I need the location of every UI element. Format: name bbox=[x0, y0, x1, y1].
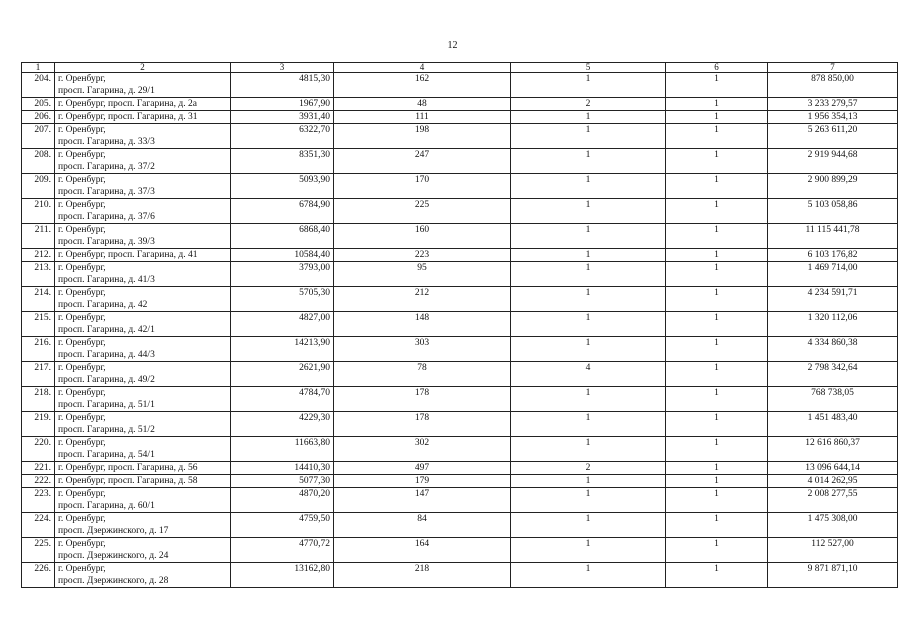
address-line: просп. Гагарина, д. 42/1 bbox=[58, 325, 155, 335]
area-cell: 4770,72 bbox=[231, 538, 334, 563]
column-5-cell: 1 bbox=[511, 563, 666, 588]
column-6-cell: 1 bbox=[666, 224, 768, 249]
address-cell bbox=[55, 475, 231, 488]
row-number-cell: 213. bbox=[22, 262, 55, 287]
address-line: г. Оренбург, просп. Гагарина, д. 58 bbox=[58, 476, 198, 486]
area-cell: 10584,40 bbox=[231, 249, 334, 262]
table-row bbox=[22, 249, 898, 262]
column-5-cell: 1 bbox=[511, 111, 666, 124]
area-cell: 5077,30 bbox=[231, 475, 334, 488]
column-4-cell: 302 bbox=[334, 437, 511, 462]
column-6-cell: 1 bbox=[666, 174, 768, 199]
area-cell: 3931,40 bbox=[231, 111, 334, 124]
column-5-cell: 1 bbox=[511, 199, 666, 224]
address-line: г. Оренбург, bbox=[58, 388, 106, 398]
column-header: 3 bbox=[231, 63, 334, 73]
address-cell bbox=[55, 362, 231, 387]
column-5-cell: 1 bbox=[511, 488, 666, 513]
column-6-cell: 1 bbox=[666, 149, 768, 174]
column-header: 7 bbox=[768, 63, 898, 73]
address-cell bbox=[55, 513, 231, 538]
area-cell: 4870,20 bbox=[231, 488, 334, 513]
row-number-cell: 212. bbox=[22, 249, 55, 262]
row-number-cell: 215. bbox=[22, 312, 55, 337]
column-4-cell: 160 bbox=[334, 224, 511, 249]
row-number-cell: 217. bbox=[22, 362, 55, 387]
column-4-cell: 223 bbox=[334, 249, 511, 262]
table-row bbox=[22, 287, 898, 312]
column-header: 6 bbox=[666, 63, 768, 73]
column-6-cell: 1 bbox=[666, 412, 768, 437]
address-line: г. Оренбург, просп. Гагарина, д. 2а bbox=[58, 99, 197, 109]
column-5-cell: 2 bbox=[511, 462, 666, 475]
column-4-cell: 148 bbox=[334, 312, 511, 337]
address-line: г. Оренбург, просп. Гагарина, д. 31 bbox=[58, 112, 198, 122]
area-cell: 11663,80 bbox=[231, 437, 334, 462]
table-row bbox=[22, 563, 898, 588]
column-6-cell: 1 bbox=[666, 513, 768, 538]
area-cell: 13162,80 bbox=[231, 563, 334, 588]
column-5-cell: 1 bbox=[511, 287, 666, 312]
amount-cell: 9 871 871,10 bbox=[768, 563, 898, 588]
address-line: просп. Гагарина, д. 29/1 bbox=[58, 86, 155, 96]
row-number-cell: 204. bbox=[22, 73, 55, 98]
column-5-cell: 1 bbox=[511, 149, 666, 174]
column-header: 1 bbox=[22, 63, 55, 73]
address-line: просп. Дзержинского, д. 17 bbox=[58, 526, 169, 536]
page-number: 12 bbox=[447, 40, 458, 51]
amount-cell: 4 014 262,95 bbox=[768, 475, 898, 488]
column-6-cell: 1 bbox=[666, 199, 768, 224]
address-line: г. Оренбург, bbox=[58, 363, 106, 373]
column-6-cell: 1 bbox=[666, 475, 768, 488]
amount-cell: 6 103 176,82 bbox=[768, 249, 898, 262]
address-cell bbox=[55, 73, 231, 98]
row-number-cell: 221. bbox=[22, 462, 55, 475]
address-line: г. Оренбург, bbox=[58, 564, 106, 574]
area-cell: 6322,70 bbox=[231, 124, 334, 149]
amount-cell: 13 096 644,14 bbox=[768, 462, 898, 475]
address-cell bbox=[55, 199, 231, 224]
area-cell: 1967,90 bbox=[231, 98, 334, 111]
area-cell: 4827,00 bbox=[231, 312, 334, 337]
column-header: 2 bbox=[55, 63, 231, 73]
address-line: просп. Гагарина, д. 37/6 bbox=[58, 212, 155, 222]
address-line: г. Оренбург, bbox=[58, 338, 106, 348]
table-body bbox=[22, 73, 898, 588]
row-number-cell: 211. bbox=[22, 224, 55, 249]
table-row bbox=[22, 174, 898, 199]
address-cell bbox=[55, 312, 231, 337]
address-cell bbox=[55, 262, 231, 287]
column-5-cell: 1 bbox=[511, 174, 666, 199]
table-row bbox=[22, 475, 898, 488]
table-row bbox=[22, 462, 898, 475]
address-line: г. Оренбург, bbox=[58, 125, 106, 135]
address-line: просп. Дзержинского, д. 28 bbox=[58, 576, 169, 586]
area-cell: 3793,00 bbox=[231, 262, 334, 287]
column-5-cell: 1 bbox=[511, 124, 666, 149]
column-4-cell: 170 bbox=[334, 174, 511, 199]
amount-cell: 3 233 279,57 bbox=[768, 98, 898, 111]
amount-cell: 2 798 342,64 bbox=[768, 362, 898, 387]
column-4-cell: 178 bbox=[334, 387, 511, 412]
column-4-cell: 218 bbox=[334, 563, 511, 588]
address-cell bbox=[55, 488, 231, 513]
area-cell: 4759,50 bbox=[231, 513, 334, 538]
column-4-cell: 198 bbox=[334, 124, 511, 149]
column-6-cell: 1 bbox=[666, 73, 768, 98]
address-cell bbox=[55, 111, 231, 124]
row-number-cell: 206. bbox=[22, 111, 55, 124]
amount-cell: 878 850,00 bbox=[768, 73, 898, 98]
column-4-cell: 178 bbox=[334, 412, 511, 437]
column-4-cell: 164 bbox=[334, 538, 511, 563]
table-row bbox=[22, 149, 898, 174]
address-line: г. Оренбург, просп. Гагарина, д. 41 bbox=[58, 250, 198, 260]
area-cell: 4229,30 bbox=[231, 412, 334, 437]
amount-cell: 5 103 058,86 bbox=[768, 199, 898, 224]
address-line: г. Оренбург, bbox=[58, 175, 106, 185]
row-number-cell: 207. bbox=[22, 124, 55, 149]
address-line: г. Оренбург, bbox=[58, 413, 106, 423]
column-6-cell: 1 bbox=[666, 462, 768, 475]
column-5-cell: 1 bbox=[511, 312, 666, 337]
column-4-cell: 225 bbox=[334, 199, 511, 224]
row-number-cell: 216. bbox=[22, 337, 55, 362]
address-line: г. Оренбург, bbox=[58, 288, 106, 298]
address-line: г. Оренбург, bbox=[58, 200, 106, 210]
address-line: просп. Гагарина, д. 33/3 bbox=[58, 137, 155, 147]
row-number-cell: 220. bbox=[22, 437, 55, 462]
address-line: просп. Гагарина, д. 41/3 bbox=[58, 275, 155, 285]
column-6-cell: 1 bbox=[666, 249, 768, 262]
column-4-cell: 303 bbox=[334, 337, 511, 362]
column-6-cell: 1 bbox=[666, 262, 768, 287]
row-number-cell: 222. bbox=[22, 475, 55, 488]
table-row bbox=[22, 337, 898, 362]
address-line: г. Оренбург, bbox=[58, 225, 106, 235]
table-row bbox=[22, 488, 898, 513]
column-6-cell: 1 bbox=[666, 387, 768, 412]
column-6-cell: 1 bbox=[666, 287, 768, 312]
row-number-cell: 225. bbox=[22, 538, 55, 563]
address-cell bbox=[55, 412, 231, 437]
table-row bbox=[22, 124, 898, 149]
amount-cell: 4 234 591,71 bbox=[768, 287, 898, 312]
table-row bbox=[22, 111, 898, 124]
amount-cell: 2 008 277,55 bbox=[768, 488, 898, 513]
column-header: 5 bbox=[511, 63, 666, 73]
address-line: просп. Гагарина, д. 49/2 bbox=[58, 375, 155, 385]
row-number-cell: 209. bbox=[22, 174, 55, 199]
header-row bbox=[22, 63, 898, 73]
column-6-cell: 1 bbox=[666, 488, 768, 513]
address-line: г. Оренбург, bbox=[58, 150, 106, 160]
address-line: г. Оренбург, bbox=[58, 489, 106, 499]
table-row bbox=[22, 73, 898, 98]
amount-cell: 1 451 483,40 bbox=[768, 412, 898, 437]
row-number-cell: 210. bbox=[22, 199, 55, 224]
column-4-cell: 247 bbox=[334, 149, 511, 174]
address-line: просп. Гагарина, д. 51/2 bbox=[58, 425, 155, 435]
area-cell: 14213,90 bbox=[231, 337, 334, 362]
table-row bbox=[22, 362, 898, 387]
column-4-cell: 497 bbox=[334, 462, 511, 475]
address-line: г. Оренбург, bbox=[58, 514, 106, 524]
row-number-cell: 224. bbox=[22, 513, 55, 538]
column-4-cell: 48 bbox=[334, 98, 511, 111]
column-5-cell: 1 bbox=[511, 224, 666, 249]
amount-cell: 5 263 611,20 bbox=[768, 124, 898, 149]
address-line: г. Оренбург, bbox=[58, 313, 106, 323]
row-number-cell: 223. bbox=[22, 488, 55, 513]
address-cell bbox=[55, 124, 231, 149]
column-5-cell: 1 bbox=[511, 387, 666, 412]
address-cell bbox=[55, 462, 231, 475]
address-line: просп. Гагарина, д. 54/1 bbox=[58, 450, 155, 460]
table-row bbox=[22, 98, 898, 111]
row-number-cell: 219. bbox=[22, 412, 55, 437]
amount-cell: 4 334 860,38 bbox=[768, 337, 898, 362]
table-row bbox=[22, 412, 898, 437]
amount-cell: 1 320 112,06 bbox=[768, 312, 898, 337]
column-5-cell: 1 bbox=[511, 475, 666, 488]
column-6-cell: 1 bbox=[666, 538, 768, 563]
address-line: г. Оренбург, bbox=[58, 74, 106, 84]
row-number-cell: 208. bbox=[22, 149, 55, 174]
row-number-cell: 205. bbox=[22, 98, 55, 111]
column-4-cell: 111 bbox=[334, 111, 511, 124]
column-6-cell: 1 bbox=[666, 437, 768, 462]
table-row bbox=[22, 199, 898, 224]
amount-cell: 11 115 441,78 bbox=[768, 224, 898, 249]
column-5-cell: 1 bbox=[511, 337, 666, 362]
row-number-cell: 214. bbox=[22, 287, 55, 312]
column-5-cell: 1 bbox=[511, 412, 666, 437]
column-5-cell: 1 bbox=[511, 437, 666, 462]
address-line: просп. Гагарина, д. 39/3 bbox=[58, 237, 155, 247]
column-5-cell: 1 bbox=[511, 249, 666, 262]
column-6-cell: 1 bbox=[666, 337, 768, 362]
address-cell bbox=[55, 563, 231, 588]
address-line: просп. Гагарина, д. 60/1 bbox=[58, 501, 155, 511]
amount-cell: 12 616 860,37 bbox=[768, 437, 898, 462]
table-row bbox=[22, 387, 898, 412]
table-row bbox=[22, 513, 898, 538]
area-cell: 2621,90 bbox=[231, 362, 334, 387]
area-cell: 4784,70 bbox=[231, 387, 334, 412]
column-6-cell: 1 bbox=[666, 312, 768, 337]
column-6-cell: 1 bbox=[666, 111, 768, 124]
amount-cell: 112 527,00 bbox=[768, 538, 898, 563]
area-cell: 14410,30 bbox=[231, 462, 334, 475]
address-cell bbox=[55, 538, 231, 563]
address-line: г. Оренбург, bbox=[58, 263, 106, 273]
column-4-cell: 212 bbox=[334, 287, 511, 312]
address-line: просп. Гагарина, д. 51/1 bbox=[58, 400, 155, 410]
column-4-cell: 162 bbox=[334, 73, 511, 98]
column-4-cell: 84 bbox=[334, 513, 511, 538]
column-6-cell: 1 bbox=[666, 124, 768, 149]
amount-cell: 1 475 308,00 bbox=[768, 513, 898, 538]
address-cell bbox=[55, 287, 231, 312]
area-cell: 8351,30 bbox=[231, 149, 334, 174]
column-4-cell: 95 bbox=[334, 262, 511, 287]
amount-cell: 2 919 944,68 bbox=[768, 149, 898, 174]
table-row bbox=[22, 224, 898, 249]
area-cell: 6868,40 bbox=[231, 224, 334, 249]
column-4-cell: 179 bbox=[334, 475, 511, 488]
address-cell bbox=[55, 437, 231, 462]
area-cell: 5705,30 bbox=[231, 287, 334, 312]
amount-cell: 2 900 899,29 bbox=[768, 174, 898, 199]
column-header: 4 bbox=[334, 63, 511, 73]
address-cell bbox=[55, 149, 231, 174]
amount-cell: 1 956 354,13 bbox=[768, 111, 898, 124]
column-6-cell: 1 bbox=[666, 563, 768, 588]
area-cell: 5093,90 bbox=[231, 174, 334, 199]
table-row bbox=[22, 538, 898, 563]
row-number-cell: 218. bbox=[22, 387, 55, 412]
column-5-cell: 4 bbox=[511, 362, 666, 387]
address-cell bbox=[55, 337, 231, 362]
amount-cell: 1 469 714,00 bbox=[768, 262, 898, 287]
address-line: просп. Дзержинского, д. 24 bbox=[58, 551, 169, 561]
address-line: г. Оренбург, просп. Гагарина, д. 56 bbox=[58, 463, 198, 473]
column-6-cell: 1 bbox=[666, 362, 768, 387]
address-line: просп. Гагарина, д. 44/3 bbox=[58, 350, 155, 360]
column-5-cell: 2 bbox=[511, 98, 666, 111]
table-row bbox=[22, 262, 898, 287]
column-4-cell: 147 bbox=[334, 488, 511, 513]
address-cell bbox=[55, 224, 231, 249]
address-line: просп. Гагарина, д. 37/2 bbox=[58, 162, 155, 172]
data-table bbox=[21, 62, 898, 588]
column-5-cell: 1 bbox=[511, 262, 666, 287]
area-cell: 6784,90 bbox=[231, 199, 334, 224]
column-6-cell: 1 bbox=[666, 98, 768, 111]
column-5-cell: 1 bbox=[511, 73, 666, 98]
table-row bbox=[22, 437, 898, 462]
address-line: г. Оренбург, bbox=[58, 539, 106, 549]
address-cell bbox=[55, 387, 231, 412]
column-5-cell: 1 bbox=[511, 513, 666, 538]
table-row bbox=[22, 312, 898, 337]
area-cell: 4815,30 bbox=[231, 73, 334, 98]
address-line: просп. Гагарина, д. 42 bbox=[58, 300, 148, 310]
column-5-cell: 1 bbox=[511, 538, 666, 563]
address-line: просп. Гагарина, д. 37/3 bbox=[58, 187, 155, 197]
address-cell bbox=[55, 174, 231, 199]
address-cell bbox=[55, 249, 231, 262]
address-line: г. Оренбург, bbox=[58, 438, 106, 448]
amount-cell: 768 738,05 bbox=[768, 387, 898, 412]
address-cell bbox=[55, 98, 231, 111]
row-number-cell: 226. bbox=[22, 563, 55, 588]
column-4-cell: 78 bbox=[334, 362, 511, 387]
